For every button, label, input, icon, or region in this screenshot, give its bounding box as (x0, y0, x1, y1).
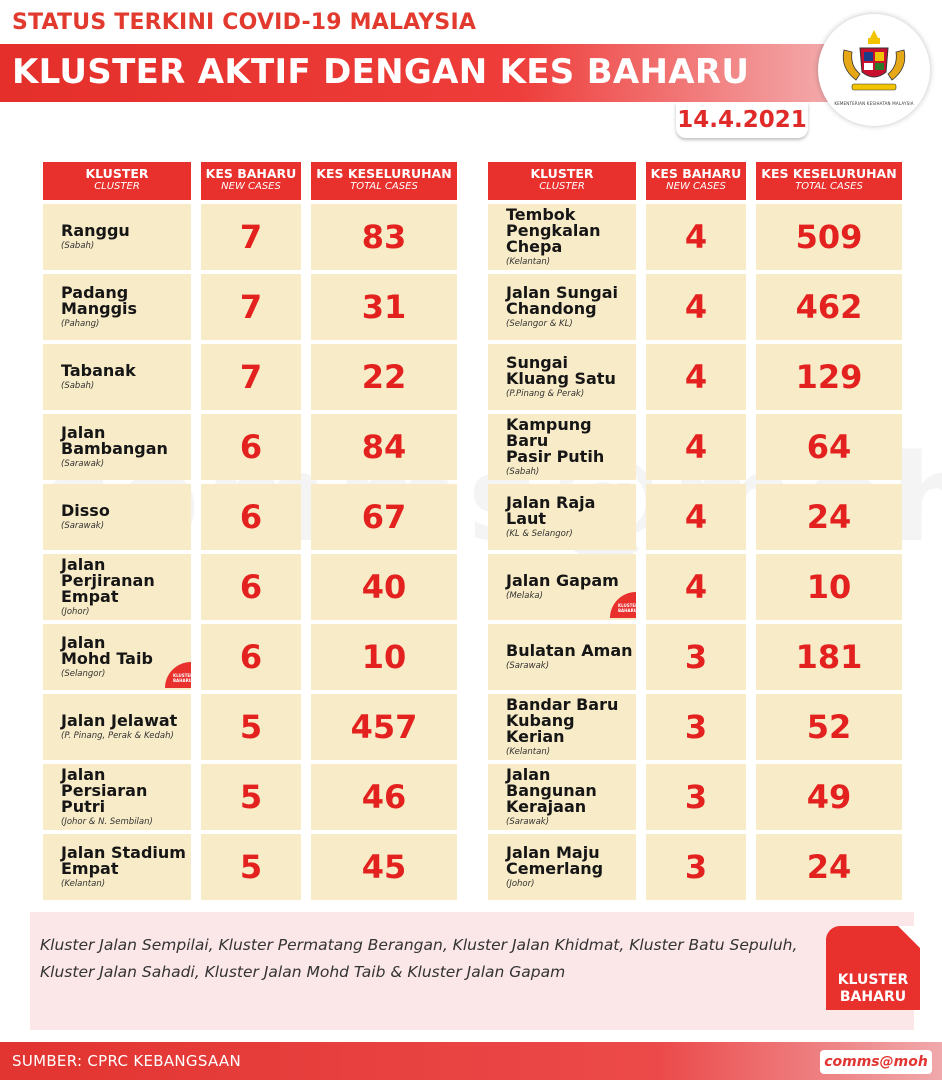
new-cases-value: 3 (646, 834, 746, 900)
cluster-state: (Sarawak) (506, 661, 550, 671)
cluster-cell (43, 764, 191, 830)
footer (0, 1042, 942, 1080)
kluster-baharu-tag: KLUSTER BAHARU (610, 592, 636, 618)
source-label: SUMBER: CPRC KEBANGSAAN (12, 1052, 241, 1070)
cluster-name: Jalan Persiaran Putri (61, 765, 148, 816)
cluster-state: (Sabah) (506, 467, 540, 477)
total-cases-value: 10 (756, 554, 902, 620)
cluster-cell (488, 344, 636, 410)
cluster-state: (Sarawak) (61, 459, 105, 469)
new-cases-value: 7 (201, 274, 301, 340)
cluster-state: (Sabah) (61, 241, 95, 251)
cluster-name: Jalan Gapam (506, 571, 619, 590)
cluster-name: Jalan Maju Cemerlang (506, 843, 604, 878)
new-clusters-note (30, 912, 914, 1030)
cluster-state: (Sabah) (61, 381, 95, 391)
total-cases-value: 457 (311, 694, 457, 760)
cluster-name: Tabanak (61, 361, 136, 380)
cluster-cell (488, 554, 639, 620)
table-row (488, 414, 902, 480)
table-row (43, 554, 457, 620)
table-row (488, 204, 902, 270)
cluster-cell (43, 484, 191, 550)
cluster-name: Disso (61, 501, 110, 520)
total-cases-value: 31 (311, 274, 457, 340)
table-row (43, 624, 457, 690)
header-new-cases: KES BAHARU NEW CASES (646, 162, 746, 200)
table-row (488, 554, 902, 620)
new-cases-value: 3 (646, 624, 746, 690)
table-row (488, 624, 902, 690)
new-cases-value: 4 (646, 274, 746, 340)
cluster-state: (Johor) (61, 607, 90, 617)
total-cases-value: 49 (756, 764, 902, 830)
cluster-name: Jalan Bambangan (61, 423, 168, 458)
cluster-cell (488, 274, 636, 340)
cluster-state: (Johor) (506, 879, 535, 889)
badge-label: KLUSTER BAHARU (837, 972, 909, 1005)
table-body (488, 204, 902, 900)
cluster-cell (43, 204, 191, 270)
total-cases-value: 509 (756, 204, 902, 270)
page-title: KLUSTER AKTIF DENGAN KES BAHARU (12, 52, 750, 92)
cluster-table-right (488, 162, 902, 904)
cluster-state: (Johor & N. Sembilan) (61, 817, 153, 827)
cluster-state: (Pahang) (61, 319, 100, 329)
cluster-name: Jalan Mohd Taib (61, 633, 153, 668)
cluster-name: Kampung Baru Pasir Putih (506, 415, 605, 466)
cluster-cell (43, 344, 191, 410)
table-row (488, 484, 902, 550)
table-row (43, 414, 457, 480)
cluster-name: Padang Manggis (61, 283, 138, 318)
new-cases-value: 7 (201, 204, 301, 270)
new-cases-value: 5 (201, 694, 301, 760)
table-row (43, 274, 457, 340)
total-cases-value: 67 (311, 484, 457, 550)
cluster-state: (Kelantan) (506, 747, 551, 757)
total-cases-value: 181 (756, 624, 902, 690)
table-row (488, 834, 902, 900)
total-cases-value: 22 (311, 344, 457, 410)
total-cases-value: 24 (756, 484, 902, 550)
table-body (43, 204, 457, 900)
new-cases-value: 4 (646, 484, 746, 550)
cluster-cell (43, 624, 194, 690)
date-label: 14.4.2021 (676, 102, 808, 138)
cluster-state: (Sarawak) (506, 817, 550, 827)
new-cases-value: 4 (646, 204, 746, 270)
new-cases-value: 6 (201, 484, 301, 550)
cluster-name: Bulatan Aman (506, 641, 633, 660)
cluster-cell (43, 694, 191, 760)
table-row (488, 274, 902, 340)
new-cases-value: 3 (646, 764, 746, 830)
total-cases-value: 45 (311, 834, 457, 900)
new-cases-value: 4 (646, 414, 746, 480)
cluster-cell (488, 484, 636, 550)
cluster-name: Jalan Bangunan Kerajaan (506, 765, 597, 816)
new-cases-value: 4 (646, 554, 746, 620)
table-row (43, 344, 457, 410)
cluster-cell (43, 554, 191, 620)
total-cases-value: 24 (756, 834, 902, 900)
total-cases-value: 83 (311, 204, 457, 270)
kluster-baharu-badge (826, 926, 920, 1010)
cluster-state: (P. Pinang, Perak & Kedah) (61, 731, 174, 741)
new-cases-value: 5 (201, 764, 301, 830)
total-cases-value: 40 (311, 554, 457, 620)
table-row (43, 764, 457, 830)
total-cases-value: 52 (756, 694, 902, 760)
cluster-cell (488, 764, 636, 830)
table-row (488, 694, 902, 760)
cluster-state: (Melaka) (506, 591, 543, 601)
cluster-name: Jalan Sungai Chandong (506, 283, 619, 318)
cluster-cell (43, 414, 191, 480)
cluster-name: Bandar Baru Kubang Kerian (506, 695, 619, 746)
header-total-cases: KES KESELURUHAN TOTAL CASES (756, 162, 902, 200)
new-cases-value: 4 (646, 344, 746, 410)
badge-corner (898, 926, 920, 948)
cluster-name: Jalan Jelawat (61, 711, 178, 730)
header-cluster: KLUSTER CLUSTER (488, 162, 636, 200)
title-banner (0, 44, 860, 102)
new-cases-value: 3 (646, 694, 746, 760)
header-new-cases: KES BAHARU NEW CASES (201, 162, 301, 200)
cluster-cell (43, 274, 191, 340)
cluster-name: Sungai Kluang Satu (506, 353, 616, 388)
cluster-name: Tembok Pengkalan Chepa (506, 205, 601, 256)
table-row (488, 344, 902, 410)
new-cases-value: 6 (201, 414, 301, 480)
total-cases-value: 10 (311, 624, 457, 690)
total-cases-value: 462 (756, 274, 902, 340)
new-cases-value: 6 (201, 554, 301, 620)
total-cases-value: 46 (311, 764, 457, 830)
cluster-name: Ranggu (61, 221, 130, 240)
cluster-name: Jalan Raja Laut (506, 493, 596, 528)
cluster-state: (Kelantan) (506, 257, 551, 267)
cluster-state: (Selangor) (61, 669, 106, 679)
cluster-cell (488, 204, 636, 270)
cluster-state: (KL & Selangor) (506, 529, 573, 539)
cluster-cell (488, 414, 636, 480)
cluster-cell (488, 834, 636, 900)
header-cluster: KLUSTER CLUSTER (43, 162, 191, 200)
cluster-cell (43, 834, 191, 900)
cluster-cell (488, 624, 636, 690)
cluster-state: (Selangor & KL) (506, 319, 573, 329)
new-cases-value: 7 (201, 344, 301, 410)
table-header (488, 162, 902, 200)
table-row (43, 834, 457, 900)
table-row (43, 204, 457, 270)
cluster-state: (Sarawak) (61, 521, 105, 531)
kluster-baharu-tag: KLUSTER BAHARU (165, 662, 191, 688)
table-row (488, 764, 902, 830)
cluster-cell (488, 694, 636, 760)
cluster-state: (Kelantan) (61, 879, 106, 889)
total-cases-value: 64 (756, 414, 902, 480)
ministry-name: KEMENTERIAN KESIHATAN MALAYSIA (834, 101, 914, 106)
cluster-name: Jalan Perjiranan Empat (61, 555, 155, 606)
cluster-state: (P.Pinang & Perak) (506, 389, 585, 399)
status-title: STATUS TERKINI COVID-19 MALAYSIA (12, 10, 477, 35)
coat-of-arms-icon (838, 28, 910, 98)
cluster-name: Jalan Stadium Empat (61, 843, 186, 878)
total-cases-value: 129 (756, 344, 902, 410)
table-row (43, 694, 457, 760)
table-header (43, 162, 457, 200)
ministry-logo (818, 14, 930, 126)
brand-label: comms@moh (820, 1050, 932, 1074)
table-row (43, 484, 457, 550)
new-cases-value: 5 (201, 834, 301, 900)
total-cases-value: 84 (311, 414, 457, 480)
new-cases-value: 6 (201, 624, 301, 690)
header-total-cases: KES KESELURUHAN TOTAL CASES (311, 162, 457, 200)
cluster-table-left (43, 162, 457, 904)
note-text: Kluster Jalan Sempilai, Kluster Permatang Berangan, Kluster Jalan Khidmat, Kluster Batu Sepuluh, Kluster Jalan Sahadi, Kluster Jalan Mohd Taib & Kluster Jalan Gapam (40, 936, 798, 981)
